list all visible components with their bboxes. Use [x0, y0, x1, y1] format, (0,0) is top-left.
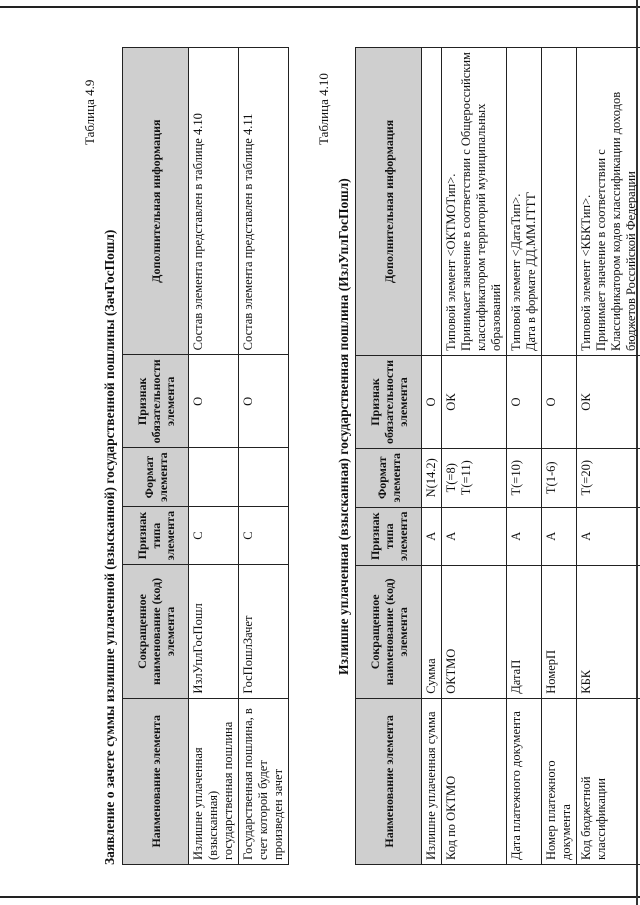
table-cell: О — [189, 355, 239, 448]
table-cell: ДатаП — [507, 566, 542, 699]
header-cell: Наименование элемента — [123, 698, 189, 864]
table-row — [577, 48, 640, 865]
table-row — [422, 48, 442, 865]
scan-border-top — [0, 6, 640, 8]
table-cell: А — [422, 507, 442, 565]
header-cell: Формат элемента — [356, 449, 422, 507]
table-cell: Номер платежного документа — [542, 698, 577, 864]
header-cell: Сокращенное наименование (код) элемента — [123, 565, 189, 698]
table-cell: НомерП — [542, 566, 577, 699]
table-row — [239, 48, 289, 865]
table-4-9-title: Заявление о зачете суммы излишне уплаченной (взысканной) государственной пошлины (ЗачГосПошл) — [102, 229, 117, 865]
table-cell: T(=10) — [507, 449, 542, 507]
table-cell: О — [239, 355, 289, 448]
table-row — [542, 48, 577, 865]
table-4-9-header-row — [123, 48, 189, 865]
table-cell: А — [442, 507, 507, 565]
table-cell: КБК — [577, 566, 640, 699]
table-cell: ОК — [577, 355, 640, 448]
rotated-page-content — [80, 35, 640, 885]
header-cell: Признак типа элемента — [123, 506, 189, 564]
table-cell: T(=8) T(=11) — [442, 449, 507, 507]
table-cell: О — [507, 355, 542, 448]
table-cell: А — [542, 507, 577, 565]
table-cell: Государственная пошлина, в счет которой будет произведен зачет — [239, 698, 289, 864]
table-cell: ГосПошлЗачет — [239, 565, 289, 698]
table-cell — [542, 48, 577, 356]
table-row — [442, 48, 507, 865]
table-cell: Состав элемента представлен в таблице 4.11 — [239, 48, 289, 355]
header-cell: Дополнительная информация — [123, 48, 189, 355]
table-cell: ИзлУплГосПошл — [189, 565, 239, 698]
header-cell: Дополнительная информация — [356, 48, 422, 356]
table-cell: С — [189, 506, 239, 564]
table-cell: О — [542, 355, 577, 448]
table-cell: N(14.2) — [422, 449, 442, 507]
table-row — [189, 48, 239, 865]
scan-border-bottom — [0, 896, 640, 898]
table-cell: Код бюджетной классификации — [577, 698, 640, 864]
table-cell: ОКТМО — [442, 566, 507, 699]
table-4-10-number: Таблица 4.10 — [316, 73, 331, 145]
table-cell: Состав элемента представлен в таблице 4.10 — [189, 48, 239, 355]
table-4-10 — [355, 47, 640, 865]
table-cell: А — [577, 507, 640, 565]
table-cell: Типовой элемент <ДатаТип>. Дата в формате ДД.ММ.ГГГГ — [507, 48, 542, 356]
table-cell: Излишне уплаченная (взысканная) государственная пошлина — [189, 698, 239, 864]
table-cell: T(1-6) — [542, 449, 577, 507]
table-cell: С — [239, 506, 289, 564]
table-cell: Код по ОКТМО — [442, 698, 507, 864]
table-cell: Типовой элемент <КБКТип>. Принимает значение в соответствии с Классификатором кодов классификации доходов бюджетов Российской Федерации — [577, 48, 640, 356]
table-cell: Дата платежного документа — [507, 698, 542, 864]
table-4-10-title: Излишне уплаченная (взысканная) государственная пошлина (ИзлУплГосПошл) — [336, 178, 351, 675]
table-cell: О — [422, 355, 442, 448]
table-cell: Типовой элемент <ОКТМОТип>. Принимает значение в соответствии с Общероссийским классификатором территорий муниципальных образований — [442, 48, 507, 356]
header-cell: Признак обязательности элемента — [356, 355, 422, 448]
table-cell: Сумма — [422, 566, 442, 699]
table-cell — [239, 448, 289, 506]
header-cell: Признак обязательности элемента — [123, 355, 189, 448]
table-4-10-header-row — [356, 48, 422, 865]
table-cell — [189, 448, 239, 506]
table-cell — [422, 48, 442, 356]
header-cell: Признак типа элемента — [356, 507, 422, 565]
table-4-9 — [122, 47, 289, 865]
table-cell: А — [507, 507, 542, 565]
header-cell: Формат элемента — [123, 448, 189, 506]
table-cell: T(=20) — [577, 449, 640, 507]
header-cell: Наименование элемента — [356, 698, 422, 864]
table-row — [507, 48, 542, 865]
table-4-9-number: Таблица 4.9 — [82, 79, 97, 145]
table-cell: Излишне уплаченная сумма — [422, 698, 442, 864]
table-cell: ОК — [442, 355, 507, 448]
header-cell: Сокращенное наименование (код) элемента — [356, 566, 422, 699]
